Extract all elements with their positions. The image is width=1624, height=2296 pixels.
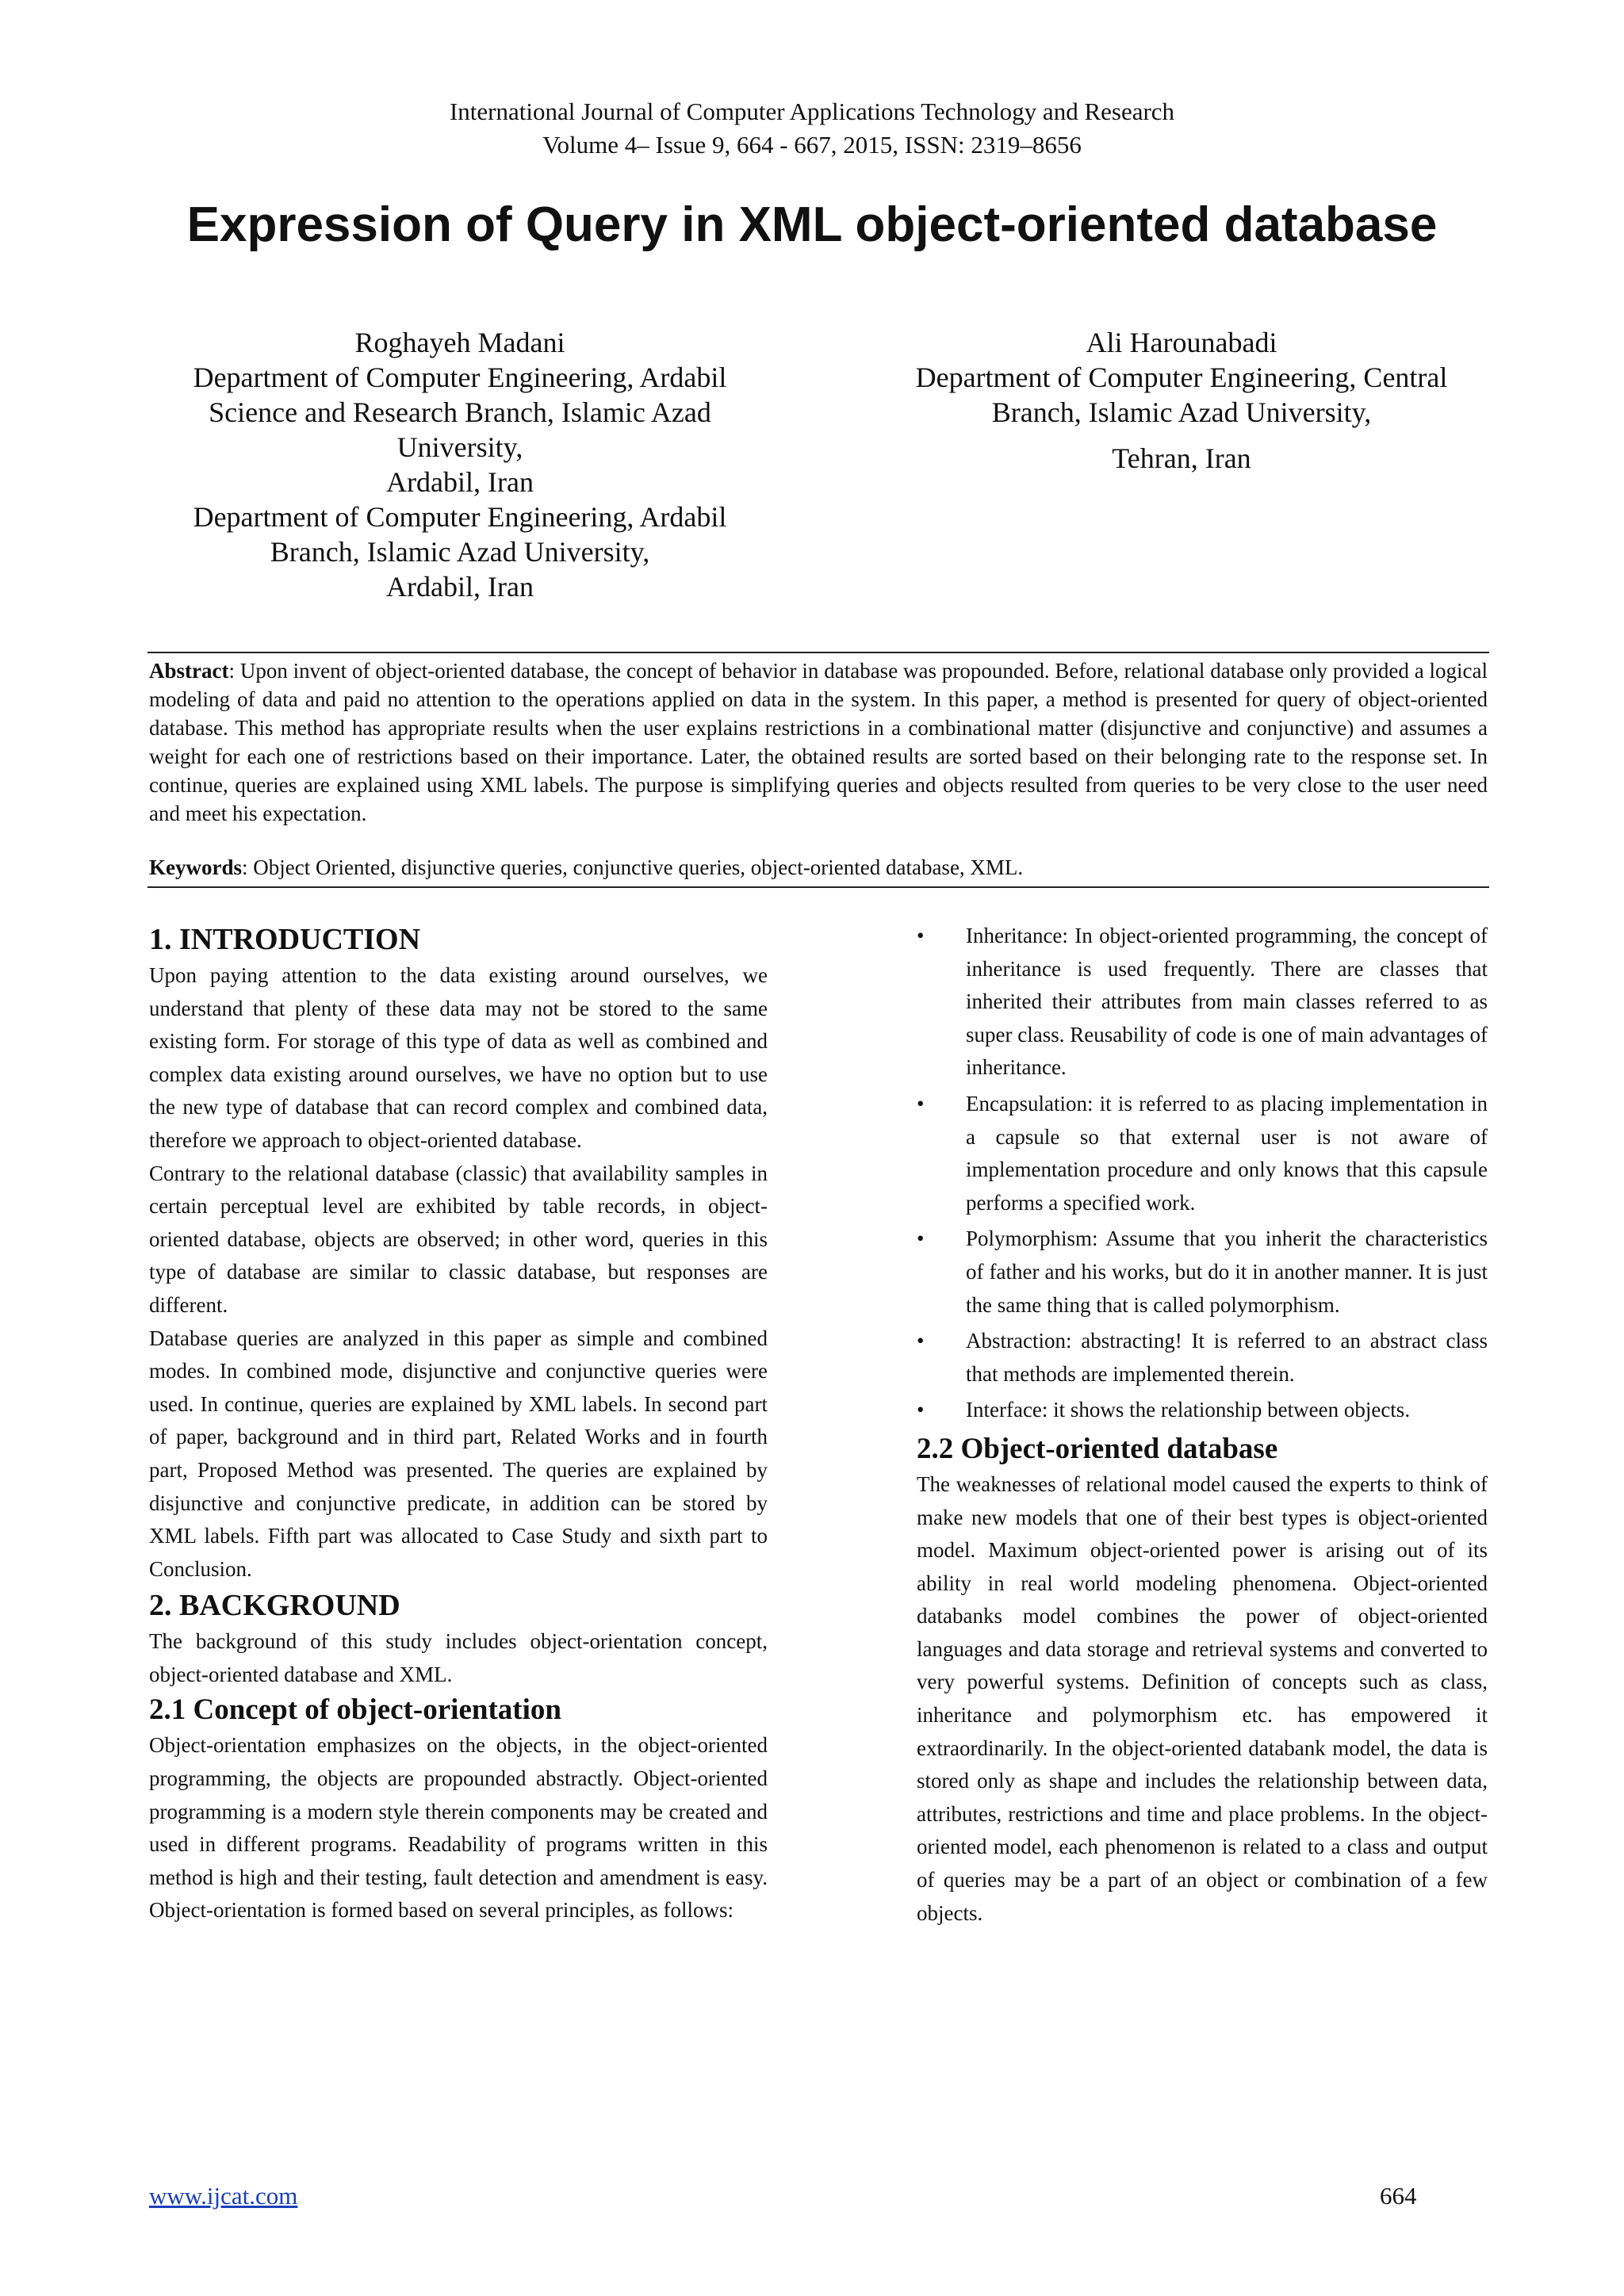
list-item-text: Polymorphism: Assume that you inherit the characteristics of father and his works, but do it in another manner. It is just the same thing that is called polymorphism. [966, 1226, 1488, 1317]
list-item [917, 1223, 1488, 1322]
journal-website-link[interactable]: www.ijcat.com [149, 2182, 298, 2210]
list-item [917, 1394, 1488, 1427]
author-affiliation-line: Ardabil, Iran [386, 571, 534, 603]
author-affiliation-line: Science and Research Branch, Islamic Azad [209, 396, 711, 428]
background-paragraph: The background of this study includes object-orientation concept, object-oriented database and XML. [149, 1629, 768, 1686]
paper-title: Expression of Query in XML object-oriented database [186, 197, 1438, 252]
abstract-top-rule [147, 652, 1489, 653]
principles-list [917, 920, 1488, 1427]
abstract-text: : Upon invent of object-oriented database, the concept of behavior in database was propounded. Before, relational database only provided a logical modeling of data and paid no attention to the operations applied on data in the system. In this paper, a method is presented for query of object-oriented database. This method has appropriate results when the user explains restrictions in a combinational matter (disjunctive and conjunctive) and assumes a weight for each one of restrictions based on their importance. Later, the obtained results are sorted based on their belonging rate to the response set. In continue, queries are explained using XML labels. The purpose is simplifying queries and objects resulted from queries to be very close to the user need and meet his expectation. [149, 659, 1488, 825]
author-name: Roghayeh Madani [354, 327, 565, 358]
list-item-text: Inheritance: In object-oriented programming, the concept of inheritance is used frequently. There are classes that inherited their attributes from main classes referred to as super class. Reusability of code is one of main advantages of inheritance. [966, 924, 1488, 1080]
abstract-label: Abstract [149, 659, 229, 683]
right-column [917, 920, 1488, 1930]
journal-header [0, 95, 1624, 162]
subsection-heading-oodb: 2.2 Object-oriented database [917, 1432, 1278, 1465]
journal-line-2: Volume 4– Issue 9, 664 - 667, 2015, ISSN: 2319–8656 [542, 131, 1082, 159]
author-block-2 [880, 325, 1483, 476]
bullet-icon: • [917, 1398, 925, 1422]
author-affiliation-line: Tehran, Iran [1112, 442, 1251, 474]
list-item-text: Encapsulation: it is referred to as placing implementation in a capsule so that external user is not aware of implementation procedure and only knows that this capsule performs a specified work. [966, 1091, 1488, 1215]
intro-paragraph-3: Database queries are analyzed in this paper as simple and combined modes. In combined mode, disjunctive and conjunctive queries were used. In continue, queries are explained by XML labels. In second part of paper, background and in third part, Related Works and in fourth part, Proposed Method was presented. The queries are explained by disjunctive and conjunctive predicate, in addition can be stored by XML labels. Fifth part was allocated to Case Study and sixth part to Conclusion. [149, 1326, 768, 1581]
author-affiliation-line: Branch, Islamic Azad University, [270, 536, 650, 568]
author-affiliation-line: Department of Computer Engineering, Ardabil [193, 501, 727, 533]
subsection-heading-concept: 2.1 Concept of object-orientation [149, 1693, 561, 1727]
author-block-1 [159, 325, 761, 604]
author-affiliation-line: Branch, Islamic Azad University, [991, 396, 1372, 428]
keywords-label: Keywords [149, 855, 242, 879]
page-number: 664 [1380, 2182, 1417, 2210]
keywords [149, 853, 1488, 882]
author-affiliation-line: Ardabil, Iran [386, 466, 534, 498]
left-column [149, 920, 768, 1927]
bullet-icon: • [917, 1226, 925, 1251]
keywords-bottom-rule [147, 886, 1489, 888]
list-item [917, 1088, 1488, 1219]
bullet-icon: • [917, 1329, 925, 1353]
list-item-text: Interface: it shows the relationship between objects. [966, 1398, 1411, 1422]
list-item [917, 1325, 1488, 1391]
author-affiliation-line: Department of Computer Engineering, Ardabil [193, 362, 727, 393]
keywords-text: : Object Oriented, disjunctive queries, conjunctive queries, object-oriented database, XML. [242, 855, 1024, 879]
bullet-icon: • [917, 1091, 925, 1115]
oodb-paragraph: The weaknesses of relational model caused the experts to think of make new models that one of their best types is object-oriented model. Maximum object-oriented power is arising out of its ability in real world modeling phenomena. Object-oriented databanks model combines the power of object-oriented languages and data storage and retrieval systems and converted to very powerful systems. Definition of concepts such as class, inheritance and polymorphism etc. has empowered it extraordinarily. In the object-oriented databank model, the data is stored only as shape and includes the relationship between data, attributes, restrictions and time and place problems. In the object-oriented model, each phenomenon is related to a class and output of queries may be a part of an object or combination of a few objects. [917, 1471, 1488, 1925]
section-heading-introduction: 1. INTRODUCTION [149, 923, 421, 956]
bullet-icon: • [917, 924, 925, 947]
abstract [149, 656, 1488, 828]
list-item [917, 920, 1488, 1085]
concept-paragraph: Object-orientation emphasizes on the objects, in the object-oriented programming, the objects are propounded abstractly. Object-oriented programming is a modern style therein components may be created and used in different programs. Readability of programs written in this method is high and their testing, fault detection and amendment is easy. Object-orientation is formed based on several principles, as follows: [149, 1733, 768, 1923]
list-item-text: Abstraction: abstracting! It is referred to an abstract class that methods are implemented therein. [966, 1329, 1488, 1386]
journal-line-1: International Journal of Computer Applications Technology and Research [449, 98, 1175, 125]
intro-paragraph-1: Upon paying attention to the data existing around ourselves, we understand that plenty of these data may not be stored to the same existing form. For storage of this type of data as well as combined and complex data existing around ourselves, we have no option but to use the new type of database that can record complex and combined data, therefore we approach to object-oriented database. [149, 963, 768, 1152]
intro-paragraph-2: Contrary to the relational database (classic) that availability samples in certain perceptual level are exhibited by table records, in object-oriented database, objects are observed; in other word, queries in this type of database are similar to classic database, but responses are different. [149, 1161, 768, 1317]
author-affiliation-line: Department of Computer Engineering, Central [915, 362, 1448, 393]
author-name: Ali Harounabadi [1086, 327, 1277, 358]
section-heading-background: 2. BACKGROUND [149, 1589, 400, 1623]
author-affiliation-line: University, [396, 431, 523, 463]
